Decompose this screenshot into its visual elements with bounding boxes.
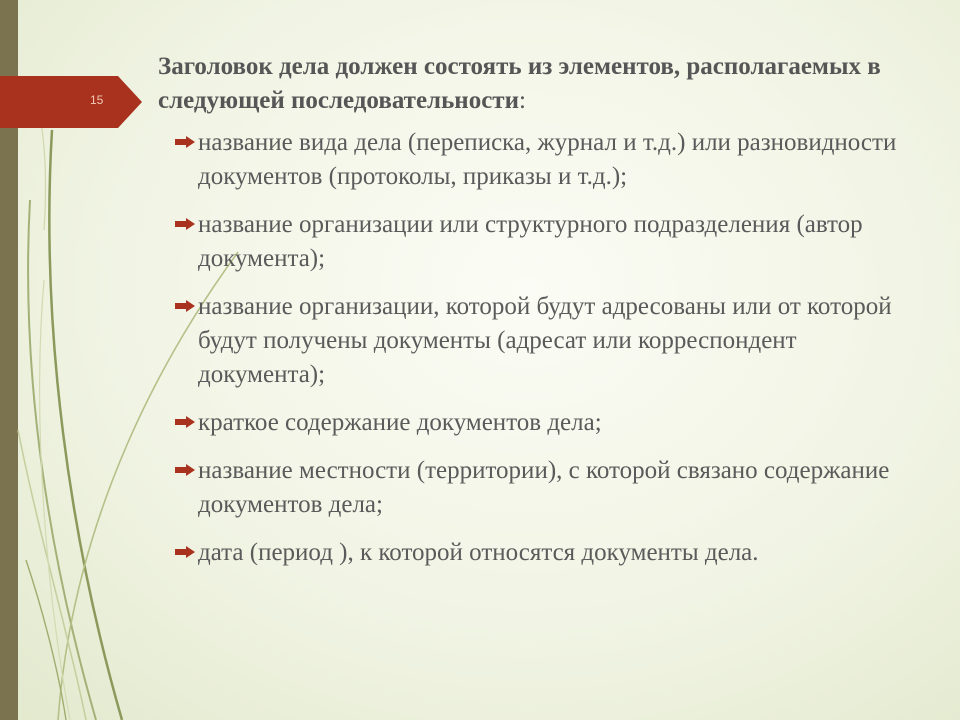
heading-colon: : — [518, 87, 526, 114]
bullet-text: дата (период ), к которой относятся документы дела. — [198, 539, 759, 566]
bullet-list — [158, 126, 908, 570]
bullet-item — [158, 126, 908, 194]
bullet-text: название вида дела (переписка, журнал и т.д.) или разновидности документов (протоколы, приказы и т.д.); — [198, 129, 897, 190]
bullet-text: название местности (территории), с которой связано содержание документов дела; — [198, 457, 890, 518]
bullet-item — [158, 290, 908, 392]
bullet-text: название организации, которой будут адресованы или от которой будут получены документы (адресат или корреспондент документа); — [198, 293, 892, 388]
bullet-text: краткое содержание документов дела; — [198, 409, 602, 436]
slide-content — [158, 50, 908, 584]
arrow-right-icon — [175, 416, 195, 428]
slide-heading — [158, 50, 908, 118]
arrow-right-icon — [175, 546, 195, 558]
slide-number: 15 — [90, 93, 104, 107]
bullet-text: название организации или структурного подразделения (автор документа); — [198, 211, 863, 272]
arrow-right-icon — [175, 300, 195, 312]
bullet-item — [158, 536, 908, 570]
bullet-item — [158, 208, 908, 276]
arrow-right-icon — [175, 136, 195, 148]
heading-text: Заголовок дела должен состоять из элементов, располагаемых в следующей последовательности — [158, 53, 881, 114]
arrow-right-icon — [175, 464, 195, 476]
bullet-item — [158, 454, 908, 522]
bullet-item — [158, 406, 908, 440]
slide-number-tab — [0, 76, 142, 128]
arrow-right-icon — [175, 218, 195, 230]
